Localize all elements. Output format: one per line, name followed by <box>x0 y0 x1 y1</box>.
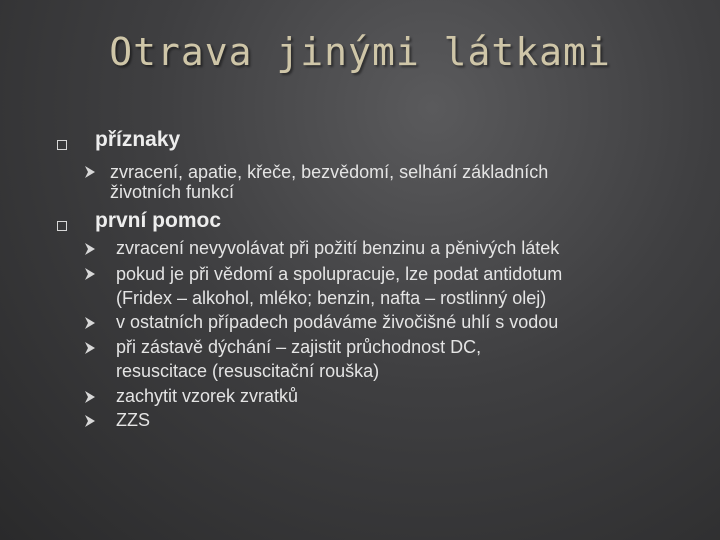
arrow-bullet-icon <box>84 243 96 255</box>
arrow-bullet-icon <box>84 342 96 354</box>
arrow-bullet-icon <box>84 166 96 178</box>
bullet-line: (Fridex – alkohol, mléko; benzin, nafta – rostlinný olej) <box>116 288 547 308</box>
arrow-bullet-icon <box>84 317 96 329</box>
bullet-line: resuscitace (resuscitační rouška) <box>116 361 380 381</box>
square-bullet-icon <box>57 221 67 231</box>
bullet-line: ZZS <box>116 410 150 430</box>
section-heading-first-aid: první pomoc <box>95 209 222 232</box>
slide-title: Otrava jinými látkami <box>109 30 611 74</box>
arrow-bullet-icon <box>84 415 96 427</box>
arrow-bullet-icon <box>84 391 96 403</box>
bullet-line: životních funkcí <box>110 182 235 202</box>
bullet-line: zvracení nevyvolávat při požití benzinu a pěnivých látek <box>116 238 560 258</box>
bullet-line: zachytit vzorek zvratků <box>116 386 299 406</box>
bullet-line: pokud je při vědomí a spolupracuje, lze podat antidotum <box>116 264 563 284</box>
bullet-line: v ostatních případech podáváme živočišné uhlí s vodou <box>116 312 559 332</box>
square-bullet-icon <box>57 140 67 150</box>
bullet-line: při zástavě dýchání – zajistit průchodnost DC, <box>116 337 482 357</box>
bullet-line: zvracení, apatie, křeče, bezvědomí, selhání základních <box>110 162 549 182</box>
arrow-bullet-icon <box>84 268 96 280</box>
section-heading-symptoms: příznaky <box>95 128 181 151</box>
